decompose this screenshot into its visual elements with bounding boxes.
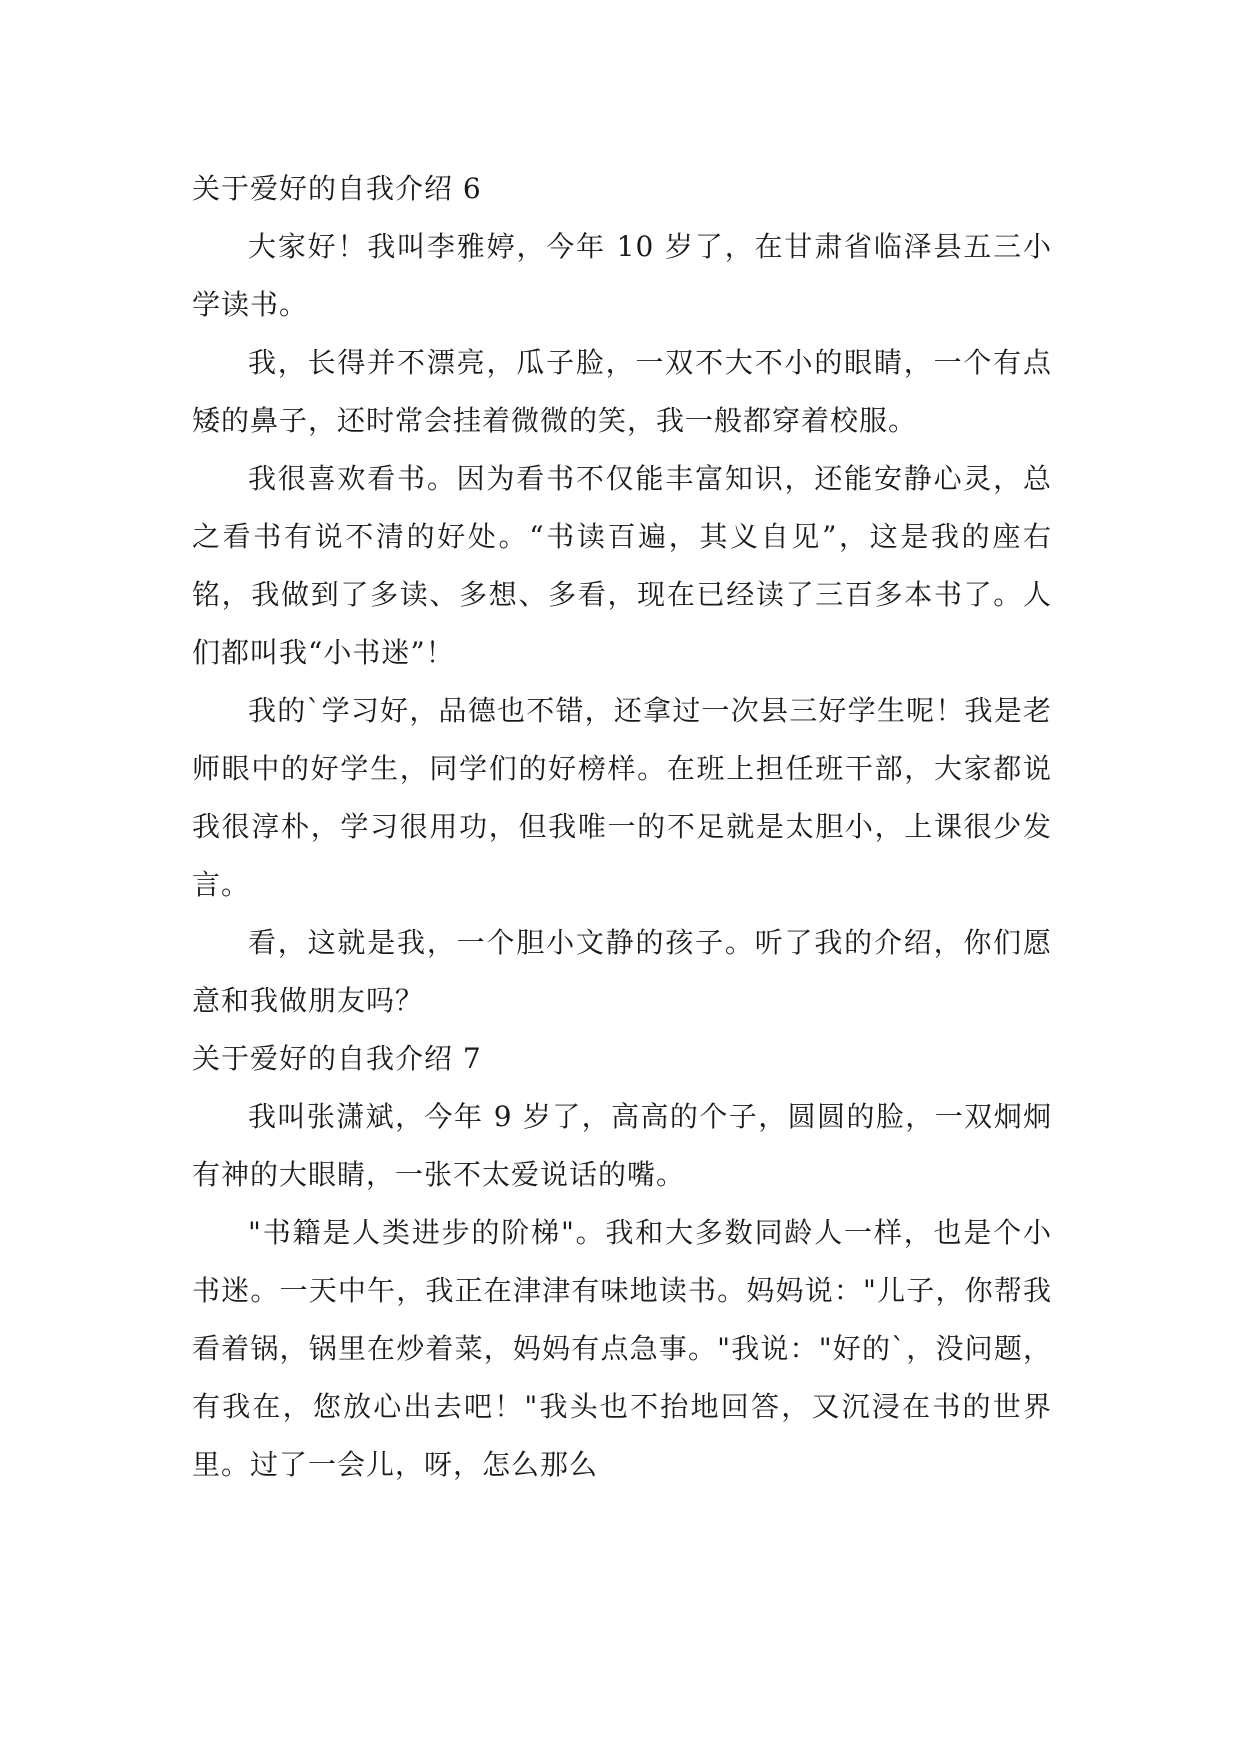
section-7 <box>192 1030 1052 1494</box>
document-page <box>192 160 1052 1494</box>
paragraph: 看，这就是我，一个胆小文静的孩子。听了我的介绍，你们愿意和我做朋友吗？ <box>192 926 1052 1017</box>
paragraph: 大家好！我叫李雅婷，今年 10 岁了，在甘肃省临泽县五三小学读书。 <box>192 230 1052 321</box>
section-6 <box>192 160 1052 1030</box>
section-title: 关于爱好的自我介绍 7 <box>192 1042 482 1075</box>
paragraph: 我的`学习好，品德也不错，还拿过一次县三好学生呢！我是老师眼中的好学生，同学们的好榜样。在班上担任班干部，大家都说我很淳朴，学习很用功，但我唯一的不足就是太胆小，上课很少发言。 <box>192 694 1052 901</box>
paragraph: "书籍是人类进步的阶梯"。我和大多数同龄人一样，也是个小书迷。一天中午，我正在津津有味地读书。妈妈说："儿子，你帮我看着锅，锅里在炒着菜，妈妈有点急事。"我说："好的`，没问题，有我在，您放心出去吧！"我头也不抬地回答，又沉浸在书的世界里。过了一会儿，呀，怎么那么 <box>192 1216 1052 1481</box>
paragraph: 我很喜欢看书。因为看书不仅能丰富知识，还能安静心灵，总之看书有说不清的好处。“书读百遍，其义自见”，这是我的座右铭，我做到了多读、多想、多看，现在已经读了三百多本书了。人们都叫我“小书迷”！ <box>192 462 1052 669</box>
paragraph: 我叫张潇斌，今年 9 岁了，高高的个子，圆圆的脸，一双炯炯有神的大眼睛，一张不太爱说话的嘴。 <box>192 1100 1052 1191</box>
paragraph: 我，长得并不漂亮，瓜子脸，一双不大不小的眼睛，一个有点矮的鼻子，还时常会挂着微微的笑，我一般都穿着校服。 <box>192 346 1052 437</box>
section-title: 关于爱好的自我介绍 6 <box>192 172 482 205</box>
